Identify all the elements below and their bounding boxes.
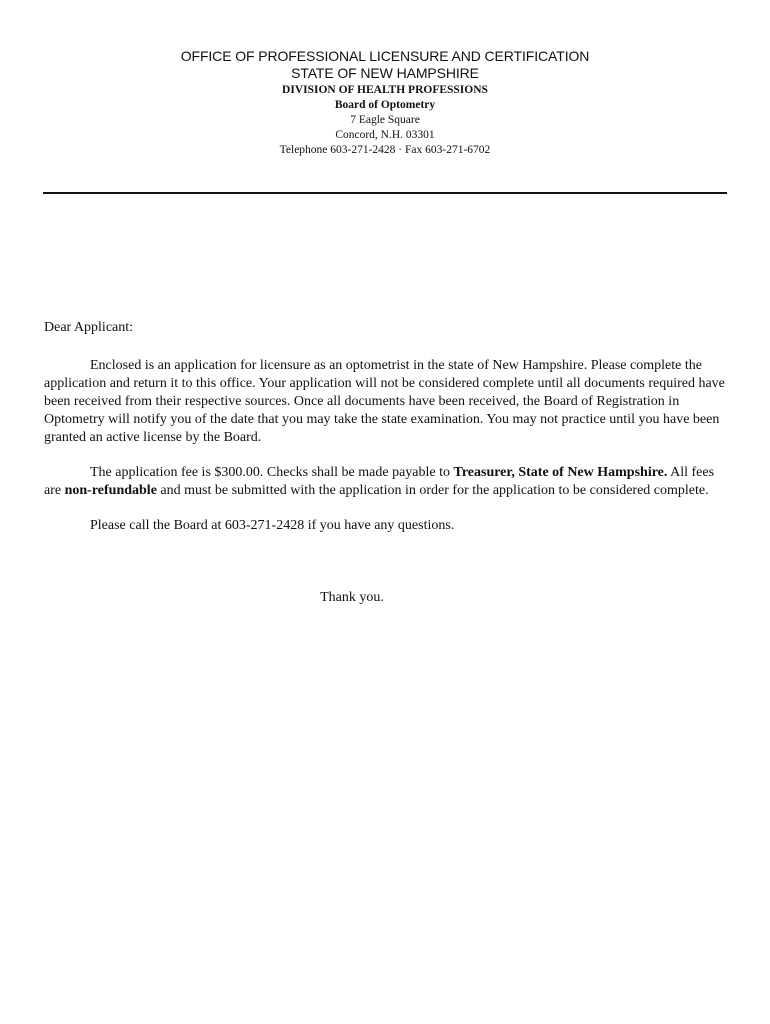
fee-text: The application fee is $300.00. Checks shall be made payable to [90, 465, 454, 480]
letter-body [44, 319, 728, 552]
closing: Thank you. [320, 590, 384, 605]
contact-numbers: Telephone 603-271-2428 · Fax 603-271-6702 [279, 144, 491, 156]
paragraph-application: Enclosed is an application for licensure as an optometrist in the state of New Hampshire. Please complete the application and return it to this office. Your application will not be considered complete until all documents required have been received from their respective sources. Once all documents have been received, the Board of Registration in Optometry will notify you of the date that you may take the state examination. You may not practice until you have been granted an active license by the Board. [44, 358, 725, 445]
payee-name: Treasurer, State of New Hampshire. [453, 465, 668, 480]
paragraph-contact: Please call the Board at 603-271-2428 if you have any questions. [90, 518, 455, 533]
salutation: Dear Applicant: [44, 320, 134, 335]
board-name: Board of Optometry [334, 99, 436, 111]
office-title: OFFICE OF PROFESSIONAL LICENSURE AND CERTIFICATION [180, 48, 590, 64]
header-divider [43, 192, 727, 194]
fee-text-end: and must be submitted with the application in order for the application to be considered complete. [156, 483, 709, 498]
fee-text-cont: All fees are [44, 465, 715, 498]
division-name: DIVISION OF HEALTH PROFESSIONS [282, 84, 488, 96]
non-refundable-emphasis: non-refundable [64, 483, 157, 498]
paragraph-fees [44, 464, 728, 500]
state-title: STATE OF NEW HAMPSHIRE [291, 65, 479, 81]
street-address: 7 Eagle Square [350, 114, 420, 126]
letterhead [0, 47, 770, 158]
city-address: Concord, N.H. 03301 [335, 129, 435, 141]
